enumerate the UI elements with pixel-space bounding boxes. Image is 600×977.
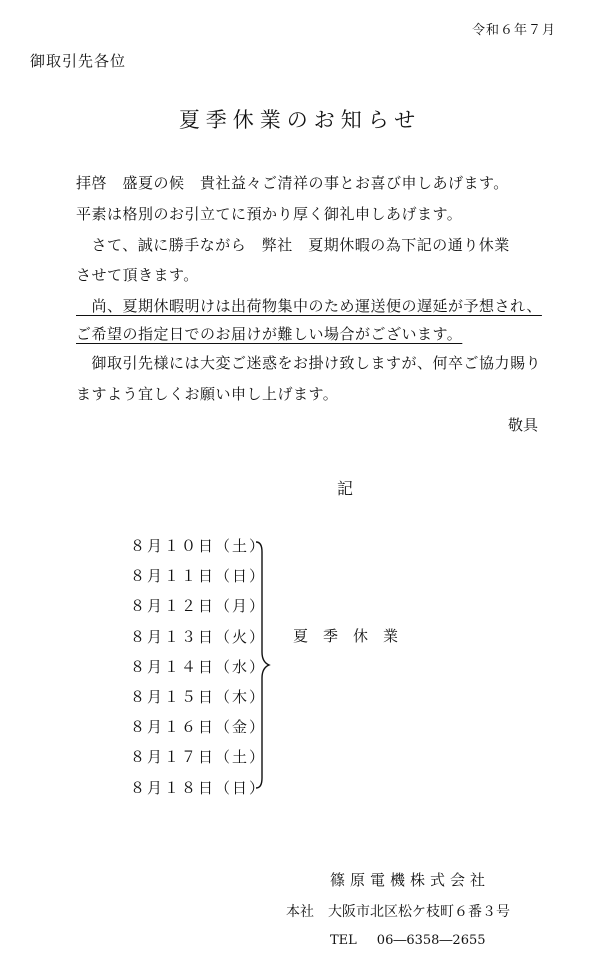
holiday-date: ８月１７日（土） <box>130 748 267 767</box>
body-line-5-underlined: 尚、夏期休暇明けは出荷物集中のため運送便の遅延が予想され、 <box>76 297 542 315</box>
company-tel <box>330 933 486 948</box>
body-line-4: させて頂きます。 <box>76 266 199 284</box>
holiday-date: ８月１１日（日） <box>130 567 267 586</box>
holiday-date: ８月１５日（木） <box>130 687 267 706</box>
body-line-6-underlined: ご希望の指定日でのお届けが難しい場合がございます。 <box>76 325 463 343</box>
address-label: 本社 <box>286 904 314 920</box>
holiday-label: 夏季休業 <box>293 627 414 645</box>
holiday-date: ８月１４日（水） <box>130 657 267 676</box>
holiday-date: ８月１２日（月） <box>130 597 267 616</box>
address-value: 大阪市北区松ケ枝町６番３号 <box>328 904 510 920</box>
document-date: 令和６年７月 <box>471 23 556 38</box>
page-title: 夏季休業のお知らせ <box>178 108 422 132</box>
recipient: 御取引先各位 <box>30 52 127 70</box>
holiday-date: ８月１８日（日） <box>130 778 267 797</box>
body-line-7: 御取引先様には大変ご迷惑をお掛け致しますが、何卒ご協力賜り <box>76 354 542 372</box>
tel-label: TEL <box>330 933 357 948</box>
body-line-8: ますよう宜しくお願い申し上げます。 <box>76 385 339 403</box>
body-line-2: 平素は格別のお引立てに預かり厚く御礼申しあげます。 <box>76 205 463 223</box>
holiday-date-list <box>130 531 266 803</box>
body-line-3: さて、誠に勝手ながら 弊社 夏期休暇の為下記の通り休業 <box>76 236 510 254</box>
company-name: 篠原電機株式会社 <box>330 871 491 889</box>
holiday-date: ８月１６日（金） <box>130 718 267 737</box>
ki-heading: 記 <box>336 479 353 498</box>
company-address <box>286 901 510 921</box>
closing-keigu: 敬具 <box>507 416 538 434</box>
curly-brace-icon <box>252 540 272 790</box>
tel-value: 06―6358―2655 <box>376 933 486 948</box>
holiday-date: ８月１３日（火） <box>130 627 267 646</box>
holiday-date: ８月１０日（土） <box>130 537 267 555</box>
body-line-1: 拝啓 盛夏の候 貴社益々ご清祥の事とお喜び申しあげます。 <box>76 174 509 192</box>
